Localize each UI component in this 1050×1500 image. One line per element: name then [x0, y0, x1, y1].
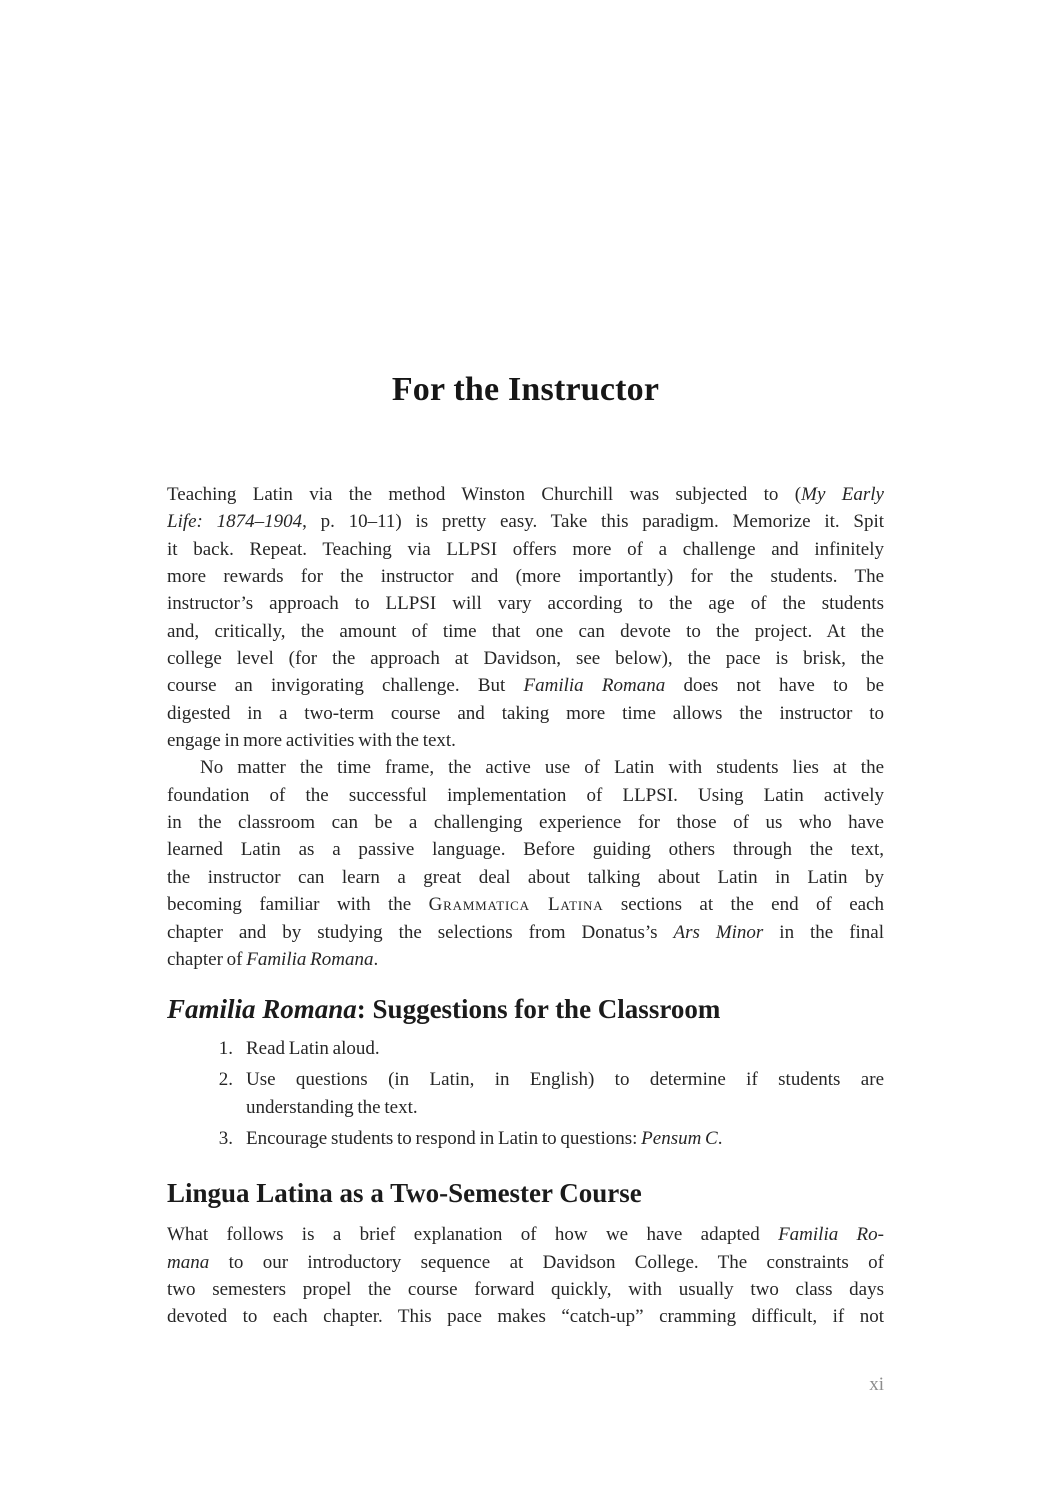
text-segment: Read Latin aloud. — [246, 1038, 380, 1060]
list-number: 2. — [218, 1069, 233, 1091]
text-segment: in the final — [763, 921, 884, 943]
text-segment: devoted to each chapter. This pace makes “catch-up” cramming difficult, if not — [167, 1306, 884, 1328]
text-segment: Familia Romana — [523, 675, 666, 697]
paragraph — [167, 481, 884, 754]
text-segment: chapter of — [167, 948, 247, 970]
text-line — [167, 645, 884, 672]
text-segment: and, critically, the amount of time that one can devote to the project. At the — [167, 620, 884, 642]
text-line — [167, 919, 884, 946]
text-line — [167, 672, 884, 699]
text-segment: sections at the end of each — [603, 894, 884, 916]
text-segment: No matter the time frame, the active use of Latin with students lies at the — [200, 757, 884, 779]
text-line — [246, 1125, 884, 1153]
numbered-list — [167, 1035, 884, 1152]
paragraph — [167, 754, 884, 973]
paragraph — [167, 1221, 884, 1330]
list-item — [167, 1125, 884, 1153]
text-segment: understanding the text. — [246, 1096, 418, 1118]
text-segment: Familia Romana — [167, 994, 357, 1025]
list-item — [167, 1035, 884, 1063]
text-segment: foundation of the successful implementation of LLPSI. Using Latin actively — [167, 784, 884, 806]
text-line — [167, 1249, 884, 1276]
text-segment: learned Latin as a passive language. Before guiding others through the text, — [167, 839, 884, 861]
text-line — [167, 864, 884, 891]
text-line — [167, 1221, 884, 1248]
text-line — [246, 1094, 884, 1122]
text-line — [167, 508, 884, 535]
text-segment: two semesters propel the course forward quickly, with usually two class days — [167, 1278, 884, 1300]
text-line — [167, 809, 884, 836]
text-segment: Teaching Latin via the method Winston Churchill was subjected to ( — [167, 484, 802, 505]
text-line — [167, 754, 884, 781]
text-segment: does not have to be — [665, 675, 884, 697]
text-line — [167, 481, 884, 508]
text-segment: Familia Romana — [246, 948, 374, 970]
text-line — [167, 727, 884, 754]
text-segment: the instructor can learn a great deal about talking about Latin in Latin by — [167, 866, 884, 888]
text-segment: Encourage students to respond in Latin to questions: — [246, 1127, 642, 1149]
text-segment: Use questions (in Latin, in English) to determine if students are — [246, 1069, 884, 1091]
section-heading — [167, 1177, 884, 1209]
text-segment: course an invigorating challenge. But — [167, 675, 524, 697]
text-segment: , p. 10–11) is pretty easy. Take this paradigm. Memorize it. Spit — [302, 511, 884, 533]
text-line — [167, 1276, 884, 1303]
text-line — [167, 536, 884, 563]
list-item — [167, 1066, 884, 1121]
text-segment: . — [717, 1127, 723, 1149]
text-line — [167, 590, 884, 617]
text-line — [167, 782, 884, 809]
text-segment: . — [373, 948, 379, 970]
text-segment: engage in more activities with the text. — [167, 730, 456, 752]
text-segment: instructor’s approach to LLPSI will vary according to the age of the students — [167, 593, 884, 615]
section-heading — [167, 993, 884, 1025]
text-segment: Familia Ro- — [778, 1224, 884, 1246]
text-segment: Life: 1874–1904 — [167, 511, 303, 533]
text-segment: Ars Minor — [673, 921, 764, 943]
text-segment: What follows is a brief explanation of how we have adapted — [167, 1224, 779, 1246]
text-segment: : Suggestions for the Classroom — [356, 994, 721, 1025]
text-segment: more rewards for the instructor and (more importantly) for the students. The — [167, 566, 884, 588]
text-line — [167, 891, 884, 918]
page-number: xi — [869, 1374, 884, 1395]
text-segment: it back. Repeat. Teaching via LLPSI offers more of a challenge and infinitely — [167, 538, 884, 560]
text-segment: Lingua Latina as a Two-Semester Course — [167, 1178, 642, 1209]
list-number: 3. — [218, 1127, 233, 1149]
text-line — [246, 1035, 884, 1063]
content-column — [167, 0, 884, 1331]
text-segment: to our introductory sequence at Davidson College. The constraints of — [209, 1251, 884, 1273]
text-line — [167, 563, 884, 590]
text-line — [167, 700, 884, 727]
small-caps-text: Grammatica Latina — [428, 894, 604, 916]
text-segment: becoming familiar with the — [167, 894, 429, 916]
text-line — [167, 946, 884, 973]
text-line — [246, 1066, 884, 1094]
text-line — [167, 836, 884, 863]
text-segment: in the classroom can be a challenging experience for those of us who have — [167, 812, 884, 834]
text-segment: My Early — [801, 484, 884, 505]
text-segment: digested in a two-term course and taking more time allows the instructor to — [167, 702, 884, 724]
text-segment: chapter and by studying the selections from Donatus’s — [167, 921, 674, 943]
text-segment: college level (for the approach at Davidson, see below), the pace is brisk, the — [167, 648, 884, 670]
page-title: For the Instructor — [391, 371, 660, 408]
text-segment: mana — [167, 1251, 210, 1273]
text-segment: Pensum C — [641, 1127, 718, 1149]
text-line — [167, 1303, 884, 1330]
list-number: 1. — [218, 1038, 233, 1060]
text-line — [167, 618, 884, 645]
